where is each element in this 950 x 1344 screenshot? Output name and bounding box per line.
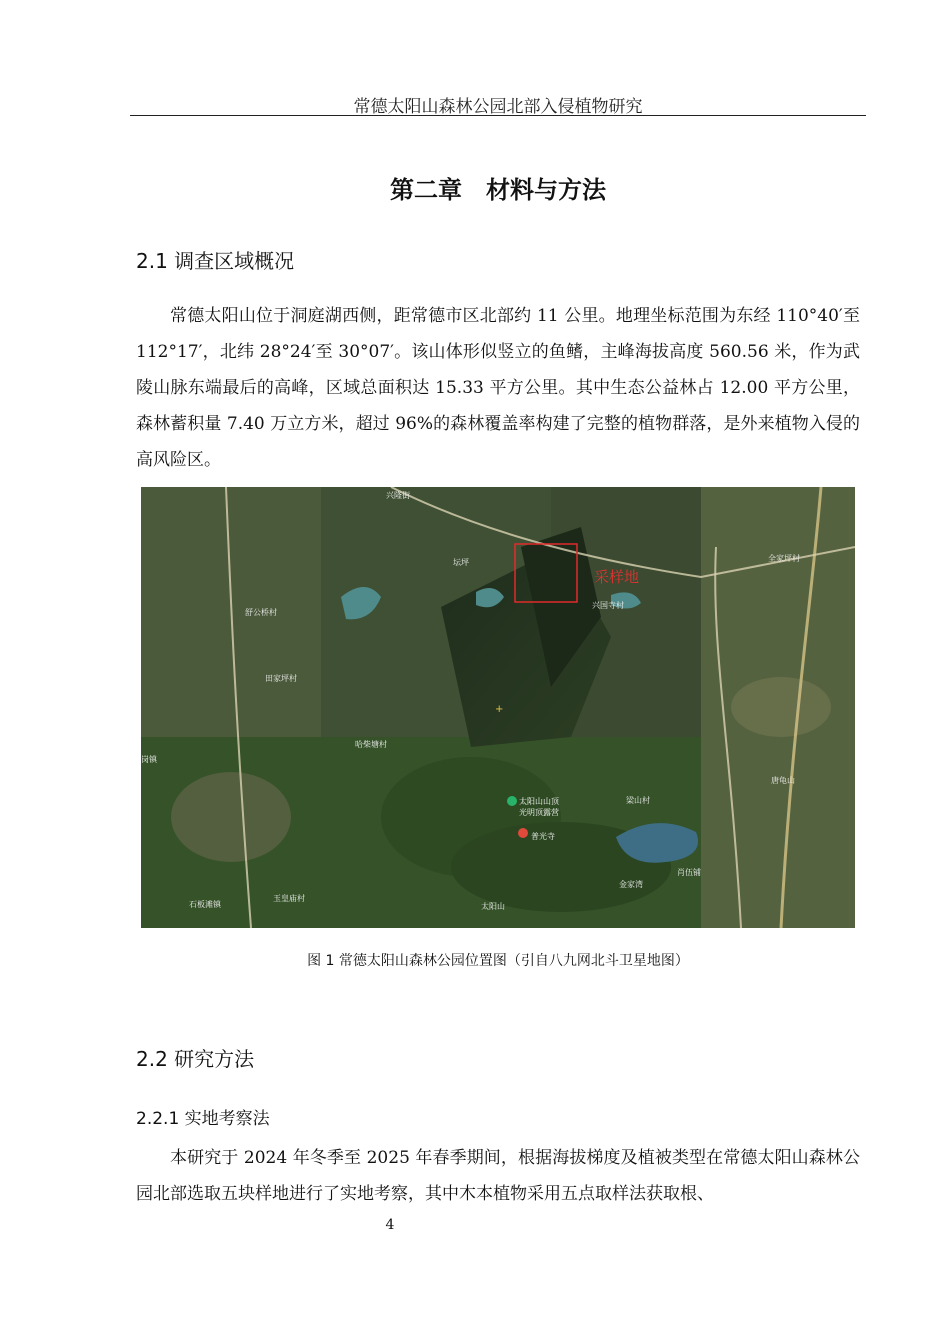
place-label: 肖伍铺 bbox=[677, 868, 701, 877]
place-label: 岗镇 bbox=[141, 755, 157, 764]
section-2-2-1-paragraph: 本研究于 2024 年冬季至 2025 年春季期间，根据海拔梯度及植被类型在常德太阳山森林公园北部选取五块样地进行了实地考察，其中木本植物采用五点取样法获取根、 bbox=[136, 1148, 860, 1204]
place-label: 哈柴塘村 bbox=[355, 740, 387, 749]
chapter-title: 第二章 材料与方法 bbox=[390, 176, 606, 204]
place-label: 梁山村 bbox=[626, 796, 650, 805]
header-rule bbox=[130, 115, 866, 116]
place-label: 田家坪村 bbox=[265, 674, 297, 683]
place-label: 光明顶露营 bbox=[519, 808, 559, 817]
place-label: 玉皇庙村 bbox=[273, 894, 305, 903]
sample-site-label: 采样地 bbox=[594, 568, 640, 586]
place-label: 太阳山山顶 bbox=[519, 797, 559, 806]
place-label: 太阳山 bbox=[481, 902, 505, 911]
place-label: 兴隆街 bbox=[386, 491, 410, 500]
section-heading-2-1: 2.1 调查区域概况 bbox=[136, 249, 295, 273]
section-2-1-paragraph: 常德太阳山位于洞庭湖西侧，距常德市区北部约 11 公里。地理坐标范围为东经 110°40′至 112°17′，北纬 28°24′至 30°07′。该山体形似竖立的鱼鳍，主峰海拔高度 560.56 米，作为武陵山脉东端最后的高峰，区域总面积达 15.33 平方公里。其中生态公益林占 12.00 平方公里，森林蓄积量 7.40 万立方米，超过 96%的森林覆盖率构建了完整的植物群落，是外来植物入侵的高风险区。 bbox=[136, 306, 860, 470]
satellite-map-figure bbox=[141, 487, 855, 928]
page-number: 4 bbox=[385, 1217, 395, 1233]
place-label: 普光寺 bbox=[531, 832, 555, 841]
satellite-map-image bbox=[141, 487, 855, 928]
running-header: 常德太阳山森林公园北部入侵植物研究 bbox=[353, 97, 643, 117]
place-label: 坛坪 bbox=[453, 558, 469, 567]
place-label: 舒公桥村 bbox=[245, 608, 277, 617]
figure-caption: 图 1 常德太阳山森林公园位置图（引自八九网北斗卫星地图） bbox=[307, 953, 689, 969]
crosshair-icon: + bbox=[495, 704, 504, 715]
peak-pin-icon bbox=[507, 796, 517, 806]
subsection-heading-2-2-1: 2.2.1 实地考察法 bbox=[136, 1109, 270, 1129]
place-label: 金家湾 bbox=[619, 880, 643, 889]
section-heading-2-2: 2.2 研究方法 bbox=[136, 1047, 255, 1071]
place-label: 唐龟山 bbox=[771, 776, 795, 785]
place-label: 石板滩镇 bbox=[189, 900, 221, 909]
place-label: 兴国寺村 bbox=[592, 601, 624, 610]
place-label: 全家坪村 bbox=[768, 554, 800, 563]
temple-pin-icon bbox=[518, 828, 528, 838]
